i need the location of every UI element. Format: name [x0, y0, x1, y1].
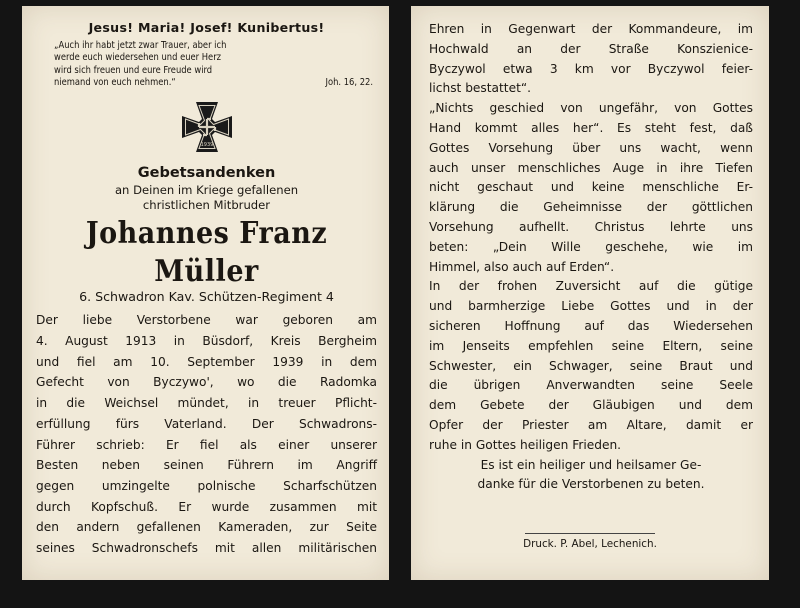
text-line: klärung die Geheimnisse der göttlichen — [429, 200, 753, 215]
military-unit: 6. Schwadron Kav. Schützen-Regiment 4 — [79, 289, 334, 305]
text-line: Opfer der Priester am Altare, damit er — [429, 417, 753, 432]
text-line: dem Gebete der Gläubigen und dem — [429, 398, 753, 413]
printer-imprint — [411, 533, 769, 550]
text-line: Hand kommt alles her“. Es steht fest, daß — [429, 120, 753, 135]
right-card — [411, 6, 769, 580]
text-line: die übrigen Anverwandten seine Seele — [429, 378, 753, 393]
divider — [525, 533, 655, 534]
text-line: seines Schwadronschefs mit allen militärischen — [36, 541, 377, 556]
text-line: den andern gefallenen Kameraden, zur Seite — [36, 520, 377, 535]
bible-quote — [36, 40, 377, 89]
text-line: im Jenseits empfehlen seine Eltern, seine — [429, 338, 753, 353]
text-line: Byczywol etwa 3 km vor Byczywol feier- — [429, 61, 753, 76]
text-line: ruhe in Gottes heiligen Frieden. — [429, 437, 622, 452]
text-line: nicht geschaut und keine menschliche Er- — [429, 180, 753, 195]
dedication-line: christlichen Mitbruder — [142, 197, 271, 212]
biography-text — [36, 310, 377, 558]
text-line: Besten neben seinen Führern im Angriff — [36, 458, 377, 473]
text-line: erfüllung fürs Vaterland. Der Schwadrons- — [36, 416, 377, 431]
text-line: durch Kopfschuß. Er wurde zusammen mit — [36, 499, 377, 514]
text-line: „Nichts geschied von ungefähr, von Gottes — [429, 101, 753, 116]
quote-line-end: niemand von euch nehmen.“ — [54, 76, 176, 88]
quote-reference: Joh. 16, 22. — [325, 76, 373, 88]
dedication — [36, 183, 377, 212]
text-line: Gefecht von Byczywo', wo die Radomka — [36, 375, 377, 390]
svg-text:1939: 1939 — [200, 142, 213, 149]
text-line: Der liebe Verstorbene war geboren am — [36, 313, 377, 328]
continuation-text — [429, 20, 753, 495]
text-line: Gottes Vorsehung über uns wacht, wenn — [429, 140, 753, 155]
text-line: Ehren in Gegenwart der Kommandeure, im — [429, 22, 753, 36]
closing-line: Es ist ein heiliger und heilsamer Ge- — [480, 457, 702, 472]
text-line: und fiel am 10. September 1939 in dem — [36, 354, 377, 369]
text-line: in die Weichsel mündet, in treuer Pflicht- — [36, 396, 377, 411]
text-line: Himmel, also auch auf Erden“. — [429, 259, 615, 274]
heading: Gebetsandenken — [137, 165, 276, 182]
closing-line: danke für die Verstorbenen zu beten. — [477, 477, 705, 492]
text-line: In der frohen Zuversicht auf die gütige — [429, 279, 753, 294]
quote-line: werde euch wiedersehen und euer Herz — [54, 52, 222, 64]
text-line: sicheren Hoffnung auf das Wiedersehen — [429, 318, 753, 333]
quote-line — [54, 77, 373, 89]
quote-line: wird sich freuen und eure Freude wird — [54, 64, 213, 76]
text-line: Hochwald an der Straße Konszienice- — [429, 41, 753, 56]
printer-text: Druck. P. Abel, Lechenich. — [523, 538, 657, 550]
text-line: Führer schrieb: Er fiel als einer unserer — [36, 437, 377, 452]
text-line: 4. August 1913 in Büsdorf, Kreis Bergheim — [36, 334, 377, 349]
text-line: Schwester, ein Schwager, seine Braut und — [429, 358, 753, 373]
text-line: Vorsehung aufhellt. Christus lehrte uns — [429, 219, 753, 234]
invocation: Jesus! Maria! Josef! Kunibertus! — [88, 20, 325, 35]
text-line: beten: „Dein Wille geschehe, wie im — [429, 239, 753, 254]
text-line: gegen umzingelte polnische Scharfschützen — [36, 479, 377, 493]
dedication-line: an Deinen im Kriege gefallenen — [114, 183, 299, 198]
quote-line: „Auch ihr habt jetzt zwar Trauer, aber ich — [54, 40, 227, 51]
text-line: lichst bestattet“. — [429, 81, 532, 96]
left-card — [22, 6, 389, 580]
text-line: auch unser menschliches Auge in ihre Tiefen — [429, 160, 753, 175]
deceased-name: Johannes Franz Müller — [85, 216, 328, 290]
iron-cross-icon — [36, 99, 377, 157]
text-line: und barmherzige Liebe Gottes und in der — [429, 299, 753, 314]
